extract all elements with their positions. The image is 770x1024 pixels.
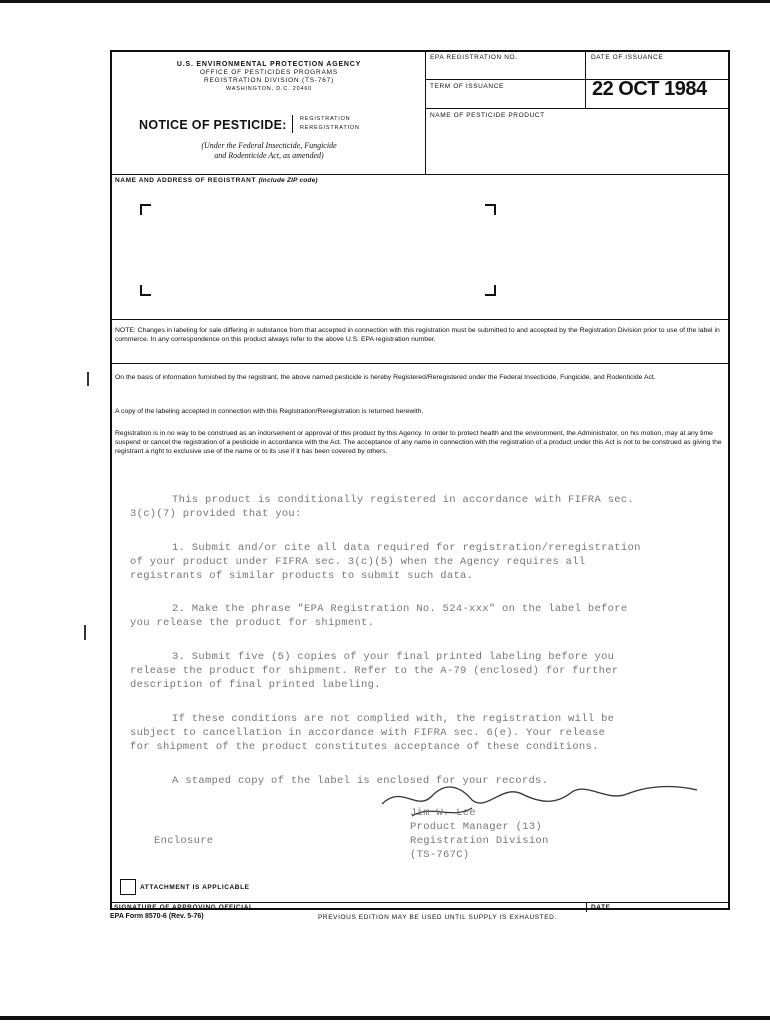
typed-line: of your product under FIFRA sec. 3(c)(5) when the Agency requires all	[130, 556, 586, 568]
signature-label: SIGNATURE OF APPROVING OFFICIAL	[114, 904, 254, 911]
notice-title: NOTICE OF PESTICIDE:	[139, 118, 287, 132]
agency-office: OFFICE OF PESTICIDES PROGRAMS	[199, 69, 339, 76]
attachment-checkbox[interactable]	[120, 879, 136, 895]
term-issuance-field	[426, 80, 586, 109]
registrant-label: NAME AND ADDRESS OF REGISTRANT (Include ZIP code)	[115, 177, 318, 184]
typed-line: A stamped copy of the label is enclosed for your records.	[172, 775, 549, 787]
act-line-1: (Under the Federal Insecticide, Fungicide	[201, 141, 337, 150]
typed-line: subject to cancellation in accordance with FIFRA sec. 6(e). Your release	[130, 727, 606, 739]
typed-line: If these conditions are not complied with, the registration will be	[172, 713, 615, 725]
date-issuance-label: DATE OF ISSUANCE	[591, 54, 664, 61]
typed-line: 3(c)(7) provided that you:	[130, 508, 302, 520]
note-section	[112, 320, 728, 364]
edition-note: PREVIOUS EDITION MAY BE USED UNTIL SUPPLY IS EXHAUSTED.	[318, 914, 557, 921]
option-registration: REGISTRATION	[300, 116, 351, 122]
body-paragraph-1: On the basis of information furnished by the registrant, the above named pesticide is hereby Registered/Reregistered under the Federal Insecticide, Fungicide, and Rodenticide Act.	[115, 374, 656, 381]
registrant-section	[112, 175, 728, 320]
typed-line: 1. Submit and/or cite all data required for registration/reregistration	[172, 542, 641, 554]
typed-line: This product is conditionally registered in accordance with FIFRA sec.	[172, 494, 635, 506]
note-text: NOTE: Changes in labeling for sale differing in substance from that accepted in connection with this registration must be submitted to and accepted by the Registration Division prior to use of the label in commerce. In any correspondence on this product always refer to the above U.S. EPA registration number.	[115, 327, 720, 343]
body-paragraph-3: Registration is in no way to be construed as an indorsement or approval of this product by this Agency. In order to protect health and the environment, the Administrator, on his motion, may at any time suspend or cancel the registration of a pesticide in accordance with the Act. The acceptance of any name in connection with the registration of a product under this Act is not to be construed as giving the registrant a right to exclusive use of the name or to its use if it has been covered by others.	[115, 430, 722, 455]
signature-field	[112, 902, 587, 912]
option-bracket	[292, 115, 298, 133]
typed-line: 3. Submit five (5) copies of your final printed labeling before you	[172, 651, 615, 663]
agency-name: U.S. ENVIRONMENTAL PROTECTION AGENCY	[176, 61, 362, 68]
term-issuance-label: TERM OF ISSUANCE	[430, 83, 504, 90]
epa-reg-no-label: EPA REGISTRATION NO.	[430, 54, 518, 61]
enclosure-note: Enclosure	[154, 835, 214, 847]
signatory-title: Product Manager (13)	[410, 821, 543, 833]
signatory-code: (TS-767C)	[410, 849, 470, 861]
margin-mark	[84, 625, 86, 640]
agency-division: REGISTRATION DIVISION (TS-767)	[203, 77, 335, 84]
date-field	[587, 902, 728, 912]
product-name-field	[426, 109, 728, 175]
product-name-label: NAME OF PESTICIDE PRODUCT	[430, 112, 545, 119]
notice-form	[110, 50, 730, 910]
address-window-corner	[140, 204, 151, 215]
epa-reg-no-field	[426, 52, 586, 80]
body-paragraph-2: A copy of the labeling accepted in connection with this Registration/Reregistration is returned herewith.	[115, 408, 424, 415]
typed-line: description of final printed labeling.	[130, 679, 381, 691]
address-window-corner	[485, 204, 496, 215]
typed-line: release the product for shipment. Refer to the A-79 (enclosed) for further	[130, 665, 619, 677]
signatory-name: Jim W. Lee	[410, 807, 477, 819]
address-window-corner	[485, 285, 496, 296]
attachment-label: ATTACHMENT IS APPLICABLE	[140, 884, 250, 891]
address-window-corner	[140, 285, 151, 296]
typed-line: 2. Make the phrase "EPA Registration No. 524-xxx" on the label before	[172, 603, 628, 615]
date-label: DATE	[591, 904, 611, 911]
date-stamp: 22 OCT 1984	[592, 78, 707, 100]
scan-bottom-edge	[0, 1016, 770, 1020]
date-issuance-field	[586, 52, 728, 80]
agency-header	[112, 52, 426, 175]
agency-address: WASHINGTON, D.C. 20460	[225, 86, 313, 92]
form-number: EPA Form 8570-6 (Rev. 5-76)	[110, 913, 204, 920]
option-reregistration: REREGISTRATION	[300, 125, 360, 131]
typed-line: registrants of similar products to submit such data.	[130, 570, 474, 582]
act-line-2: and Rodenticide Act, as amended)	[214, 151, 324, 160]
typed-line: you release the product for shipment.	[130, 617, 375, 629]
scan-top-edge	[0, 0, 770, 3]
typed-line: for shipment of the product constitutes acceptance of these conditions.	[130, 741, 599, 753]
signatory-division: Registration Division	[410, 835, 549, 847]
margin-mark	[87, 372, 89, 386]
date-stamp-field	[586, 80, 728, 109]
